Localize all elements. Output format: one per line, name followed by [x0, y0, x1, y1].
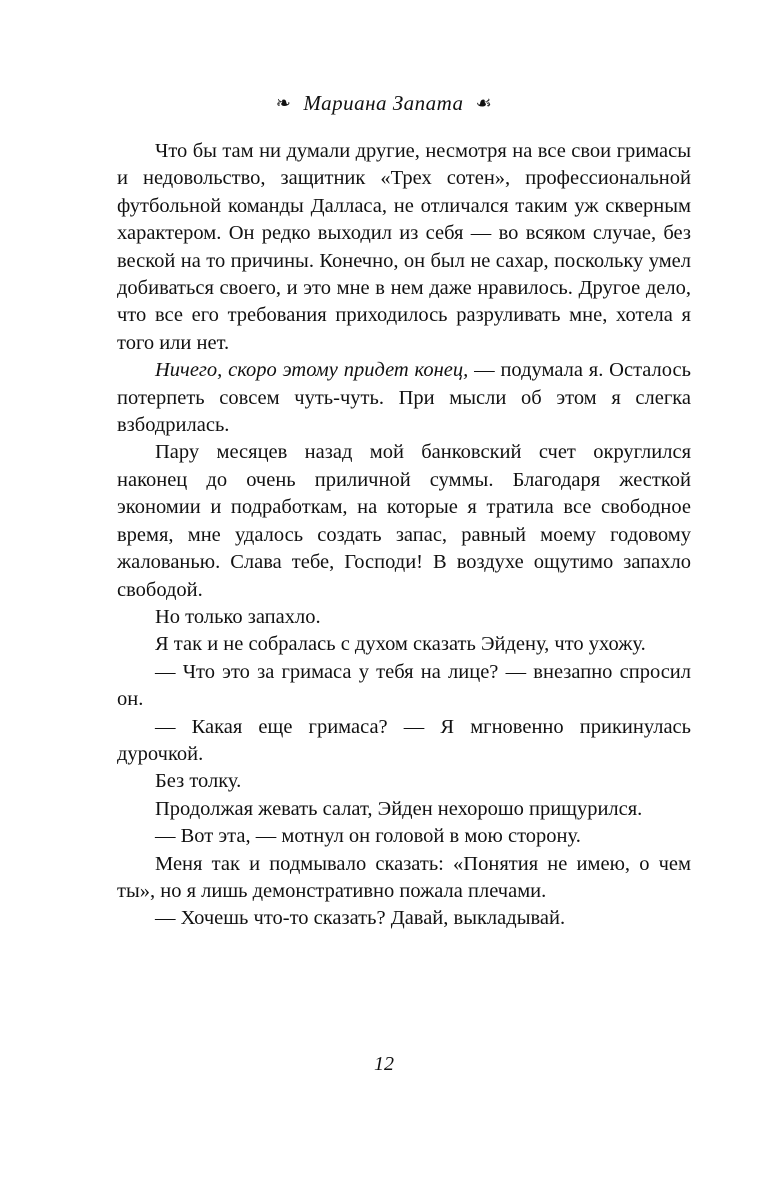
italic-thought: Ничего, скоро этому придет конец,: [155, 359, 469, 382]
paragraph-rest: — подумала я. Осталось потерпеть совсем чуть-чуть. При мысли об этом я слегка взбодрилась.: [117, 359, 691, 437]
dialogue-line: — Какая еще гримаса? — Я мгновенно прикинулась дурочкой.: [117, 715, 691, 765]
paragraph: Без толку.: [155, 770, 242, 793]
page-number: 12: [374, 1053, 394, 1075]
paragraph: Меня так и подмывало сказать: «Понятия не имею, о чем ты», но я лишь демонстративно пожала плечами.: [117, 852, 691, 902]
paragraph: [117, 357, 691, 439]
body-text: [117, 138, 691, 933]
paragraph: Пару месяцев назад мой банковский счет округлился наконец до очень приличной суммы. Благодаря жесткой экономии и подработкам, на которые я тратила все свободное время, мне удалось создать запас, равный моему годовому жалованью. Слава тебе, Господи! В воздухе ощутимо запахло свободой.: [117, 441, 691, 601]
paragraph: Продолжая жевать салат, Эйден нехорошо прищурился.: [155, 797, 643, 820]
paragraph: Я так и не собралась с духом сказать Эйдену, что ухожу.: [155, 633, 646, 656]
dialogue-line: — Вот эта, — мотнул он головой в мою сторону.: [155, 825, 581, 848]
ornament-right-icon: ☙: [475, 93, 493, 113]
ornament-left-icon: ❧: [275, 93, 292, 113]
dialogue-line: — Что это за гримаса у тебя на лице? — внезапно спросил он.: [117, 660, 691, 711]
author-name: Мариана Запата: [303, 91, 464, 115]
running-head: [0, 88, 768, 118]
paragraph: Что бы там ни думали другие, несмотря на все свои гримасы и недовольство, защитник «Трех сотен», профессиональной футбольной команды Далласа, не отличался таким уж скверным характером. Он редко выходил из себя — во всяком случае, без веской на то причины. Конечно, он был не сахар, поскольку умел добиваться своего, и это мне в нем даже нравилось. Другое дело, что все его требования приходилось разруливать мне, хотела я того или нет.: [117, 140, 691, 354]
paragraph: Но только запахло.: [155, 605, 321, 628]
dialogue-line: — Хочешь что-то сказать? Давай, выкладывай.: [155, 907, 566, 930]
